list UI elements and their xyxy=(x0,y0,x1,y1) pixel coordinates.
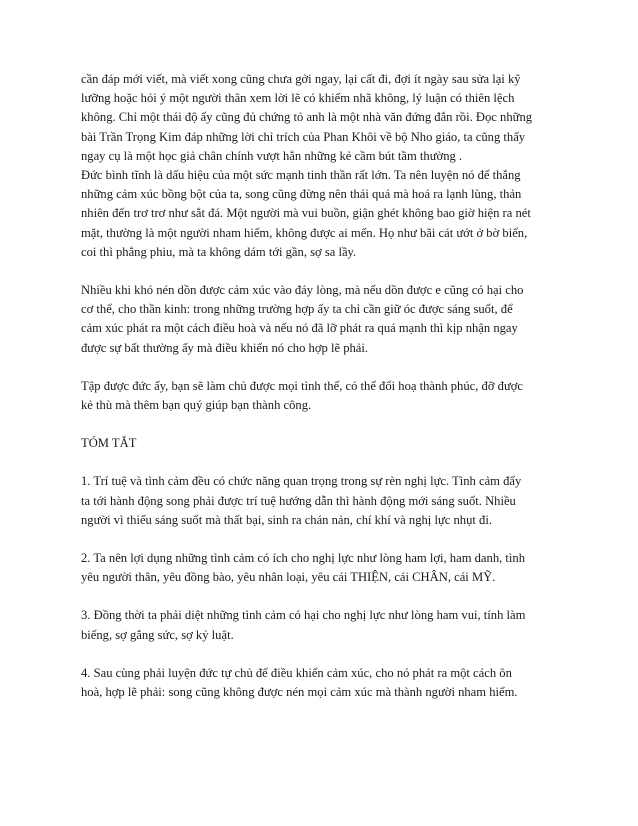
summary-item-4 xyxy=(81,664,567,702)
text-line: cơ thể, cho thần kinh: trong những trường hợp ấy ta chỉ cần giữ óc được sáng suốt, để xyxy=(81,302,513,317)
text-line: cảm xúc phát ra một cách điều hoà và nếu nó đã lỡ phát ra quá mạnh thì kịp nhận ngay xyxy=(81,321,518,336)
text-line: biếng, sợ gắng sức, sợ kỷ luật. xyxy=(81,627,234,642)
text-line: người vì thiếu sáng suốt mà thất bại, sinh ra chán nản, chí khí và nghị lực nhụt đi. xyxy=(81,512,492,527)
text-line: coi thì phẳng phiu, mà ta không dám tới gần, sợ sa lầy. xyxy=(81,244,357,259)
paragraph-continuation xyxy=(81,70,567,166)
paragraph-suppress-emotion xyxy=(81,281,567,358)
summary-item-2 xyxy=(81,549,567,587)
text-line: 4. Sau cùng phải luyện đức tự chủ để điều khiển cảm xúc, cho nó phát ra một cách ôn xyxy=(81,665,512,680)
paragraph-calmness xyxy=(81,166,567,262)
paragraph-mastery xyxy=(81,377,567,415)
text-line: 2. Ta nên lợi dụng những tình cảm có ích cho nghị lực như lòng ham lợi, ham danh, tình xyxy=(81,551,526,566)
text-line: yêu người thân, yêu đồng bào, yêu nhân loại, yêu cái THIỆN, cái CHÂN, cái MỸ. xyxy=(81,570,496,585)
text-line: được sự bất thường ấy mà điều khiển nó cho hợp lẽ phải. xyxy=(81,340,369,355)
text-line: không. Chỉ một thái độ ấy cũng đủ chứng tỏ anh là một nhà văn đứng đắn rồi. Đọc những xyxy=(81,110,533,125)
text-line: bài Trần Trọng Kim đáp những lời chỉ trích của Phan Khôi về bộ Nho giáo, ta cũng thấy xyxy=(81,129,526,144)
heading-text: TÓM TẮT xyxy=(81,436,137,451)
text-line: nhiên đến trơ trơ như sắt đá. Một người mà vui buồn, giận ghét không bao giờ hiện ra nét xyxy=(81,206,531,221)
text-line: Nhiều khi khó nén dồn được cảm xúc vào đáy lòng, mà nếu dồn được e cũng có hại cho xyxy=(81,283,524,298)
text-line: Đức bình tĩnh là dấu hiệu của một sức mạnh tinh thần rất lớn. Ta nên luyện nó để thắng xyxy=(81,168,521,183)
text-line: ta tới hành động song phải được trí tuệ hướng dẫn thì hành động mới sáng suốt. Nhiều xyxy=(81,493,516,508)
text-line: Tập được đức ấy, bạn sẽ làm chủ được mọi tình thế, có thể đổi hoạ thành phúc, đỡ được xyxy=(81,378,524,393)
text-line: mặt, thường là một người nham hiểm, không được ai mến. Họ như bãi cát ướt ở bờ biển, xyxy=(81,225,528,240)
text-line: 1. Trí tuệ và tình cảm đều có chức năng quan trọng trong sự rèn nghị lực. Tình cảm đẩy xyxy=(81,474,522,489)
text-line: hoà, hợp lẽ phải: song cũng không được nén mọi cảm xúc mà thành người nham hiểm. xyxy=(81,685,518,700)
summary-heading xyxy=(81,434,567,453)
text-line: kẻ thù mà thêm bạn quý giúp bạn thành công. xyxy=(81,398,312,413)
text-line: ngay cụ là một học giả chân chính vượt hẳn những kẻ cầm bút tầm thường . xyxy=(81,148,463,163)
summary-item-3 xyxy=(81,606,567,644)
document-body xyxy=(81,70,567,721)
text-line: cần đáp mới viết, mà viết xong cũng chưa gởi ngay, lại cất đi, đợi ít ngày sau sửa lại kỹ xyxy=(81,72,521,86)
summary-item-1 xyxy=(81,472,567,530)
text-line: 3. Đồng thời ta phải diệt những tình cảm có hại cho nghị lực như lòng ham vui, tính làm xyxy=(81,608,526,623)
text-line: những cảm xúc bồng bột của ta, song cũng đừng nên thái quá mà hoá ra lạnh lùng, thản xyxy=(81,187,522,202)
text-line: lưỡng hoặc hỏi ý một người thân xem lời lẽ có khiếm nhã không, lý luận có thiên lệch xyxy=(81,91,515,106)
